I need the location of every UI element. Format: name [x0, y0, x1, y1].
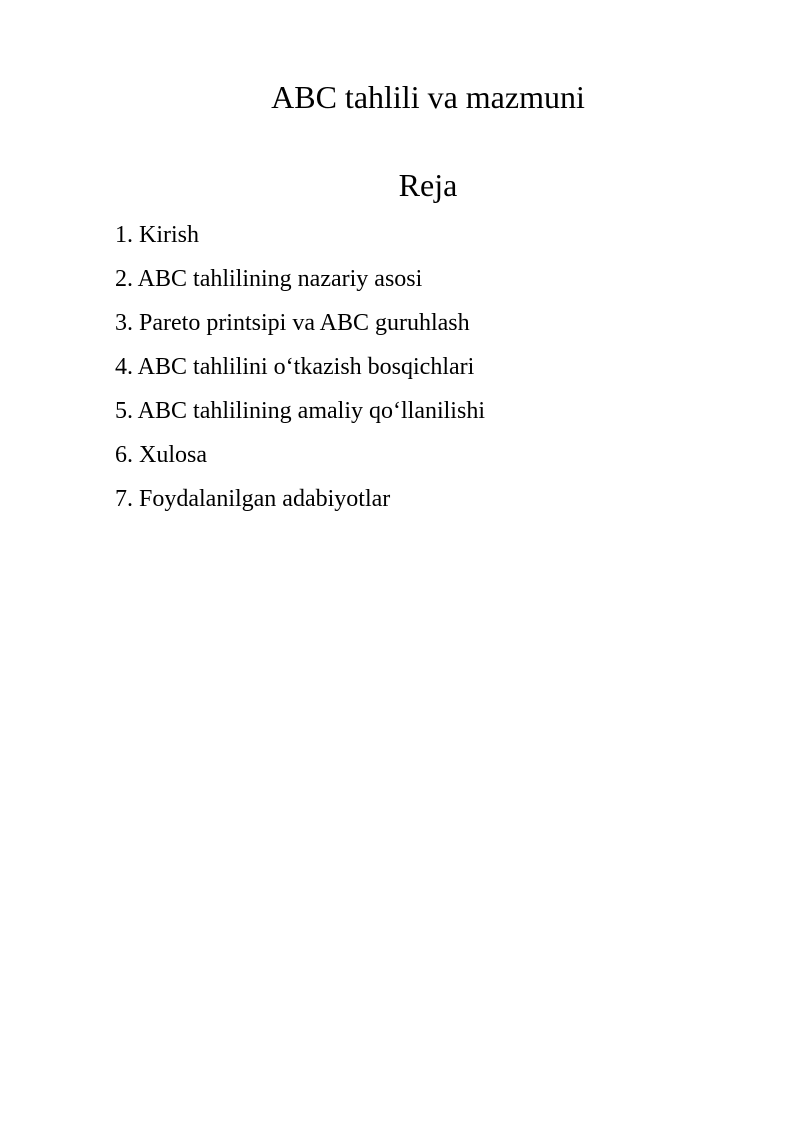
document-title: ABC tahlili va mazmuni [271, 79, 585, 115]
table-of-contents [115, 220, 485, 528]
toc-item: 5. ABC tahlilining amaliy qo‘llanilishi [115, 398, 485, 424]
toc-item: 2. ABC tahlilining nazariy asosi [115, 266, 423, 292]
toc-item: 3. Pareto printsipi va ABC guruhlash [115, 310, 470, 336]
plan-heading: Reja [398, 167, 458, 203]
toc-item: 4. ABC tahlilini o‘tkazish bosqichlari [115, 354, 475, 380]
toc-item: 1. Kirish [115, 222, 199, 248]
toc-item: 7. Foydalanilgan adabiyotlar [115, 486, 391, 512]
toc-item: 6. Xulosa [115, 442, 207, 468]
